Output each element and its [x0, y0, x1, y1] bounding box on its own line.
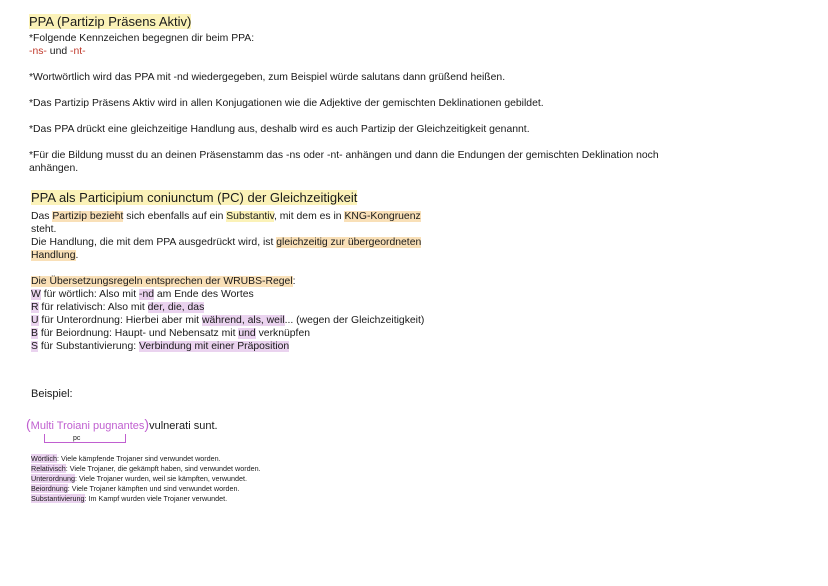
ppa-paragraph-4: *Für die Bildung musst du an deinen Präsenstamm das -ns oder -nt- anhängen und dann die Endungen der gemischten Deklination noch anhängen.	[29, 150, 659, 174]
ppa-markers: -ns- und -nt-	[29, 46, 86, 57]
rule-r: R für relativisch: Also mit der, die, das	[31, 302, 205, 313]
rule-w: W für wörtlich: Also mit -nd am Ende des Wortes	[31, 289, 254, 300]
pc-line-2: steht.	[31, 224, 57, 235]
ppa-heading-text: PPA (Partizip Präsens Aktiv)	[29, 14, 192, 29]
latin-pc-phrase: Multi Troiani pugnantes	[30, 420, 145, 432]
ppa-intro: *Folgende Kennzeichen begegnen dir beim PPA:	[29, 33, 255, 44]
rule-u: U für Unterordnung: Hierbei aber mit während, als, weil... (wegen der Gleichzeitigkeit)	[31, 315, 425, 326]
latin-rest: vulnerati sunt.	[149, 420, 218, 432]
wrubs-heading: Die Übersetzungsregeln entsprechen der WRUBS-Regel:	[31, 276, 296, 287]
rule-b: B für Beiordnung: Haupt- und Nebensatz mit und verknüpfen	[31, 328, 311, 339]
translation-substantivierung: Substantivierung: Im Kampf wurden viele Trojaner verwundet.	[31, 494, 228, 503]
pc-line-3: Die Handlung, die mit dem PPA ausgedrückt wird, ist gleichzeitig zur übergeordneten	[31, 237, 422, 248]
pc-line-4: Handlung.	[31, 250, 79, 261]
ppa-heading	[29, 14, 191, 29]
translation-unterordnung: Unterordnung: Viele Trojaner wurden, weil sie kämpften, verwundet.	[31, 474, 248, 483]
ppa-paragraph-3: *Das PPA drückt eine gleichzeitige Handlung aus, deshalb wird es auch Partizip der Gleichzeitigkeit genannt.	[29, 124, 530, 135]
marker-ns: -ns-	[29, 46, 47, 57]
ppa-paragraph-2: *Das Partizip Präsens Aktiv wird in allen Konjugationen wie die Adjektive der gemischten Deklinationen gebildet.	[29, 98, 544, 109]
marker-nt: -nt-	[70, 46, 86, 57]
rule-s: S für Substantivierung: Verbindung mit einer Präposition	[31, 341, 290, 352]
translation-beiordnung: Beiordnung: Viele Trojaner kämpften und sind verwundet worden.	[31, 484, 240, 493]
pc-heading-text: PPA als Participium coniunctum (PC) der Gleichzeitigkeit	[31, 190, 358, 205]
translation-relativisch: Relativisch: Viele Trojaner, die gekämpft haben, sind verwundet worden.	[31, 464, 261, 473]
translation-woertlich: Wörtlich: Viele kämpfende Trojaner sind verwundet worden.	[31, 454, 221, 463]
pc-heading	[31, 190, 357, 205]
pc-tag: pc	[73, 435, 81, 442]
ppa-paragraph-1: *Wortwörtlich wird das PPA mit -nd wiedergegeben, zum Beispiel würde salutans dann grüßend heißen.	[29, 72, 506, 83]
example-label: Beispiel:	[31, 388, 73, 400]
pc-line-1: Das Partizip bezieht sich ebenfalls auf ein Substantiv, mit dem es in KNG-Kongruenz	[31, 211, 421, 222]
example-sentence: (Multi Troiani pugnantes)vulnerati sunt.	[26, 416, 218, 432]
pc-bracket	[44, 434, 126, 443]
